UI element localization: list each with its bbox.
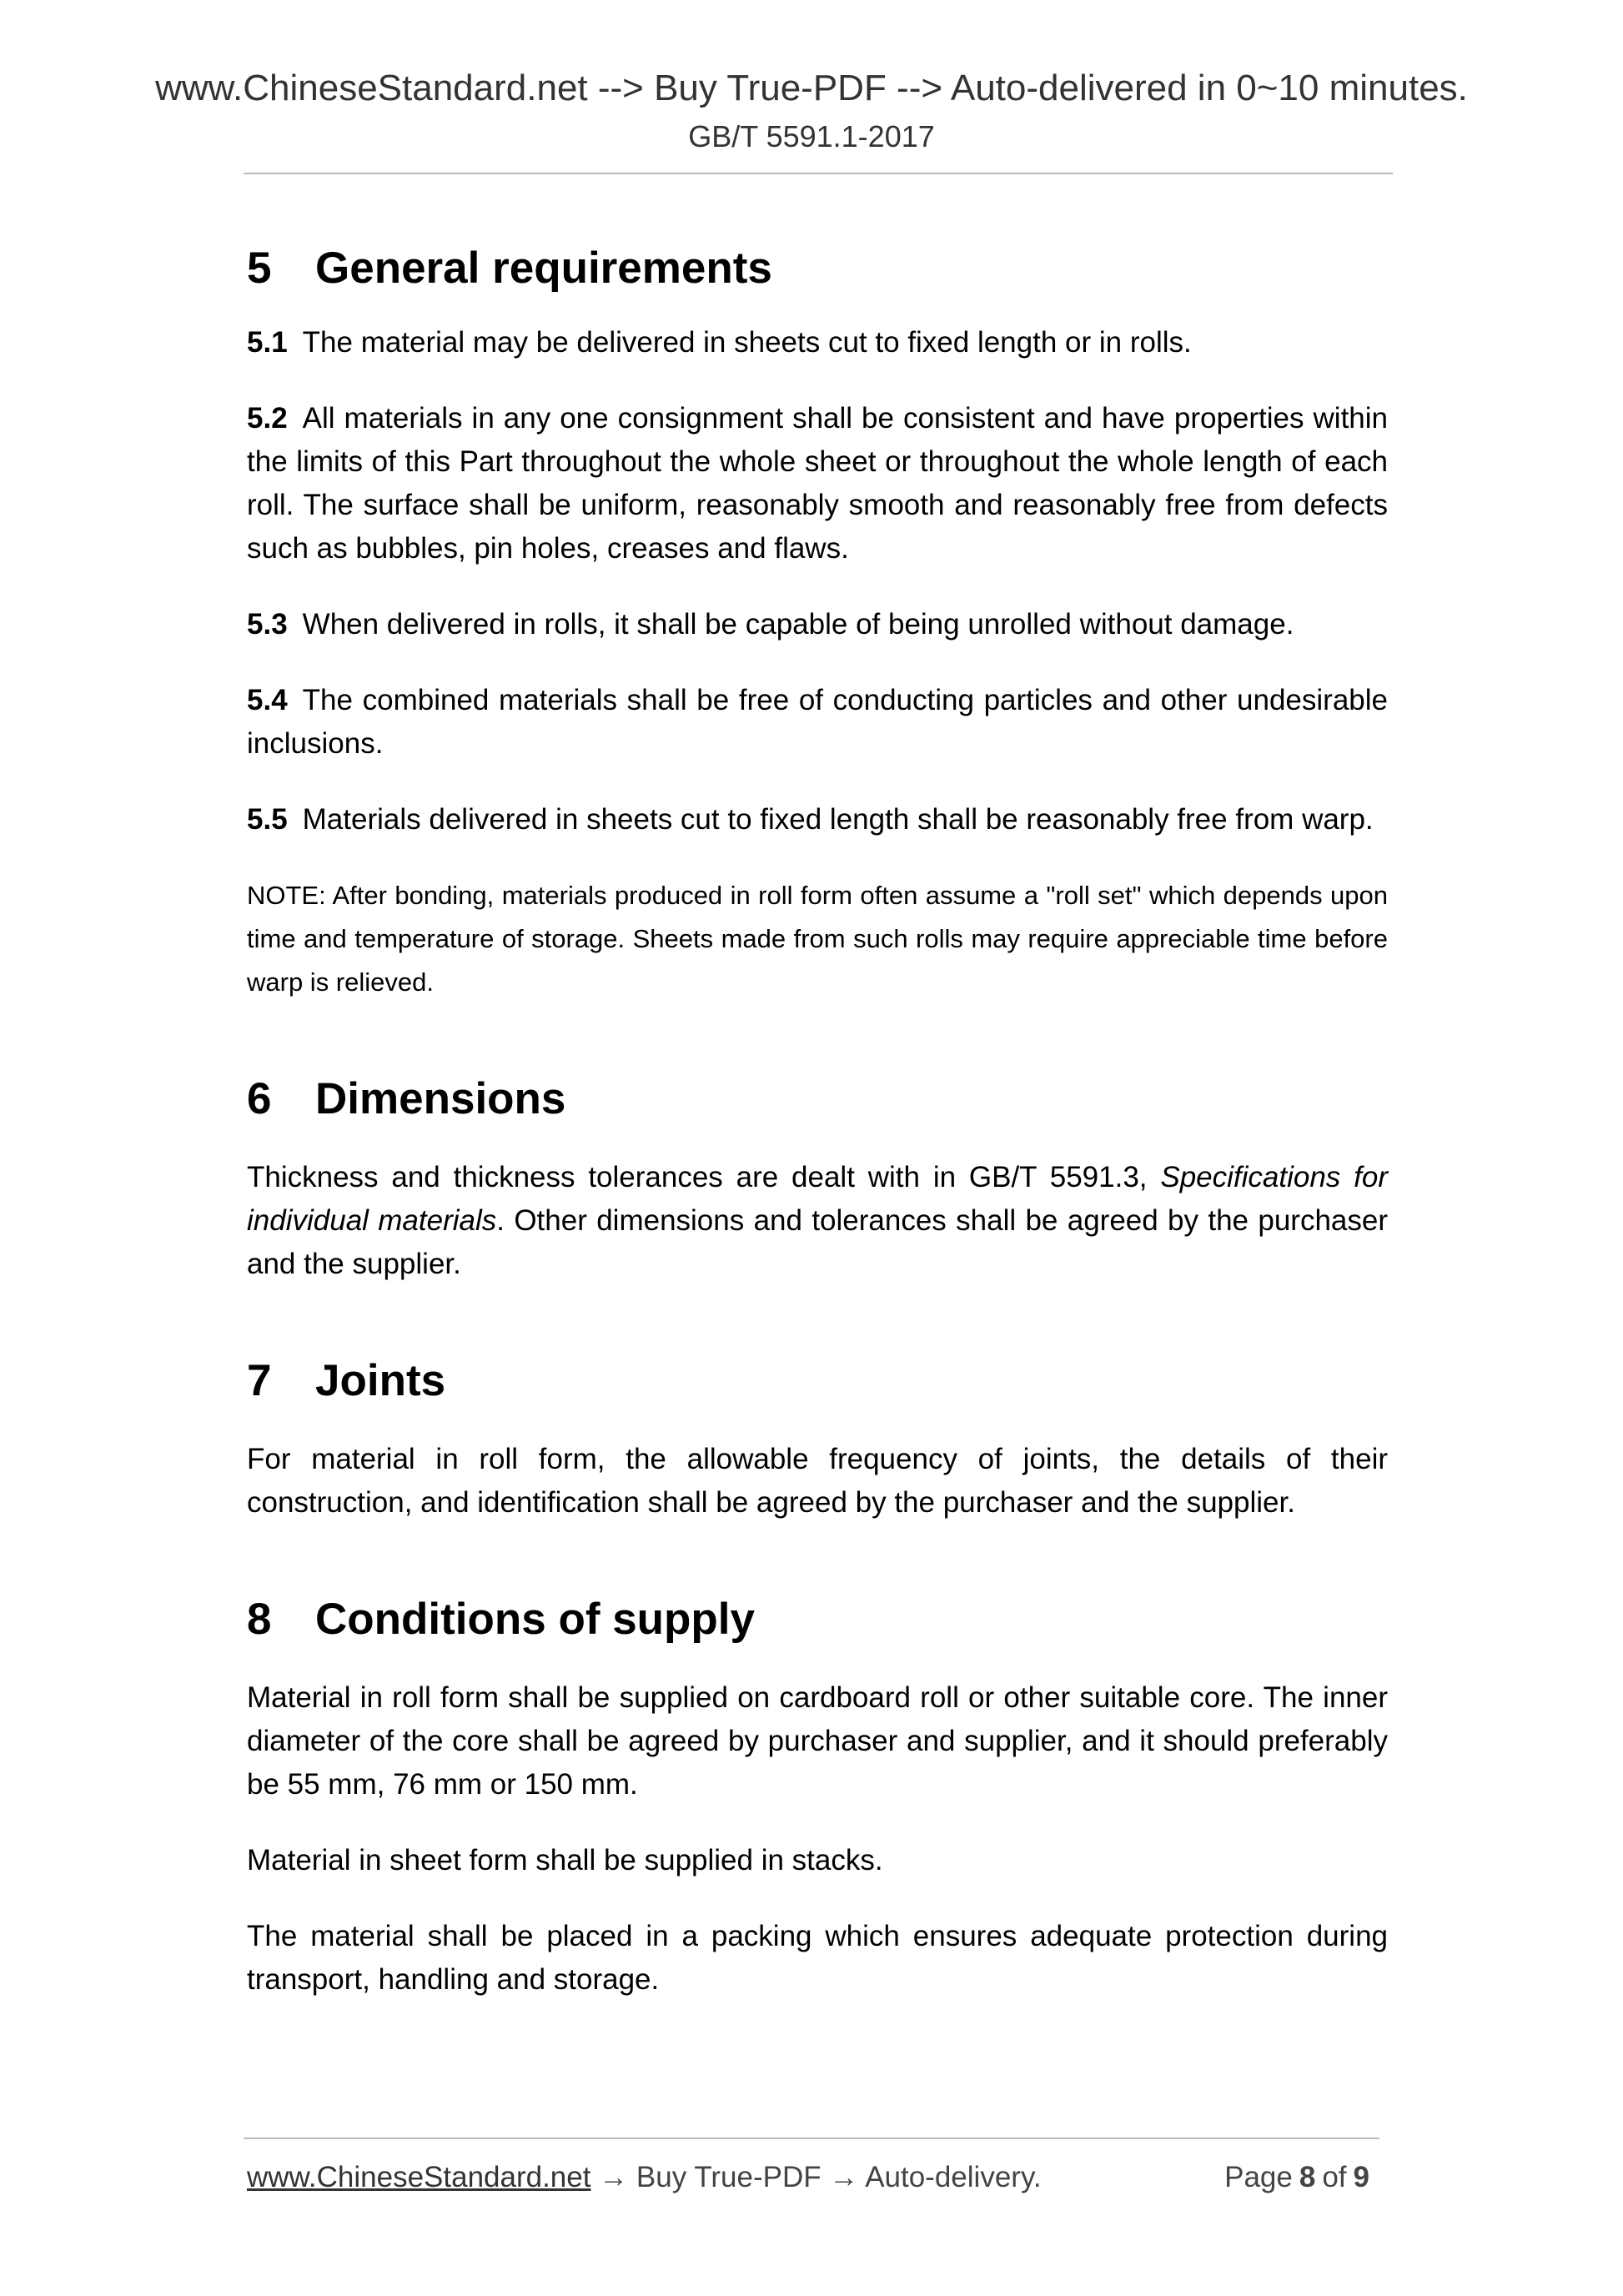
clause-text: All materials in any one consignment shall be consistent and have properties within the limits of this Part throughout the whole sheet or throughout the whole length of each roll. The surface shall be uniform, reasonably smooth and reasonably free from defects such as bubbles, pin holes, creases and flaws.	[247, 402, 1388, 565]
dimensions-text-a: Thickness and thickness tolerances are dealt with in GB/T 5591.3,	[247, 1161, 1161, 1193]
supply-paragraph-2: Material in sheet form shall be supplied in stacks.	[247, 1844, 883, 1876]
footer-links	[247, 2157, 1042, 2198]
total-pages: 9	[1353, 2161, 1369, 2193]
page-indicator	[1224, 2157, 1376, 2198]
document-body	[247, 225, 1388, 2002]
dimensions-text-b: . Other dimensions and tolerances shall be agreed by the purchaser and the supplier.	[247, 1204, 1388, 1280]
clause-5-2	[247, 397, 1388, 570]
section-number: 5	[247, 244, 272, 293]
joints-paragraph: For material in roll form, the allowable frequency of joints, the details of their construction, and identification shall be agreed by the purchaser and the supplier.	[247, 1443, 1388, 1519]
section-number: 8	[247, 1595, 272, 1644]
dimensions-paragraph	[247, 1156, 1388, 1286]
current-page-number: 8	[1299, 2161, 1316, 2193]
section-6-heading	[247, 1058, 1388, 1141]
supply-paragraph-1: Material in roll form shall be supplied on cardboard roll or other suitable core. The inner diameter of the core shall be agreed by purchaser and supplier, and it should preferably be 55 mm, 76 mm or 150 mm.	[247, 1681, 1388, 1801]
header-site-banner: www.ChineseStandard.net --> Buy True-PDF --> Auto-delivered in 0~10 minutes.	[155, 68, 1468, 108]
clause-5-4	[247, 679, 1388, 766]
section-title: Conditions of supply	[315, 1595, 755, 1644]
section-5-heading	[247, 227, 1388, 310]
section-title: Dimensions	[315, 1074, 566, 1123]
header-standard-number: GB/T 5591.1-2017	[688, 119, 935, 153]
section-title: Joints	[315, 1356, 446, 1405]
clause-number: 5.1	[247, 326, 288, 359]
note-roll-set: NOTE: After bonding, materials produced in roll form often assume a "roll set" which depends upon time and temperature of storage. Sheets made from such rolls may require appreciable time before warp is relieved.	[247, 881, 1388, 997]
clause-text: The combined materials shall be free of conducting particles and other undesirable inclusions.	[247, 684, 1388, 760]
clause-text: When delivered in rolls, it shall be capable of being unrolled without damage.	[302, 608, 1294, 641]
page-label: Page	[1224, 2161, 1293, 2193]
clause-5-3	[247, 603, 1388, 646]
header-divider	[244, 173, 1393, 174]
section-number: 6	[247, 1074, 272, 1123]
section-8-heading	[247, 1578, 1388, 1661]
clause-text: The material may be delivered in sheets cut to fixed length or in rolls.	[302, 326, 1192, 359]
section-7-heading	[247, 1339, 1388, 1423]
clause-number: 5.4	[247, 684, 288, 716]
supply-paragraph-3: The material shall be placed in a packing which ensures adequate protection during transport, handling and storage.	[247, 1920, 1388, 1996]
referenced-document-title: Specifications for individual materials	[247, 1161, 1388, 1237]
of-label: of	[1322, 2161, 1347, 2193]
clause-text: Materials delivered in sheets cut to fixed length shall be reasonably free from warp.	[302, 803, 1374, 836]
clause-number: 5.3	[247, 608, 288, 641]
footer-buy-text: Buy True-PDF	[636, 2161, 822, 2193]
clause-5-1	[247, 321, 1388, 364]
arrow-icon: →	[590, 2161, 636, 2193]
section-number: 7	[247, 1356, 272, 1405]
clause-5-5	[247, 798, 1388, 842]
arrow-icon: →	[821, 2161, 866, 2193]
clause-number: 5.2	[247, 402, 288, 435]
footer-site-link[interactable]: www.ChineseStandard.net	[247, 2161, 591, 2193]
footer-divider	[244, 2138, 1379, 2139]
clause-number: 5.5	[247, 803, 288, 836]
footer-auto-text: Auto-delivery.	[865, 2161, 1042, 2193]
section-title: General requirements	[315, 244, 772, 293]
